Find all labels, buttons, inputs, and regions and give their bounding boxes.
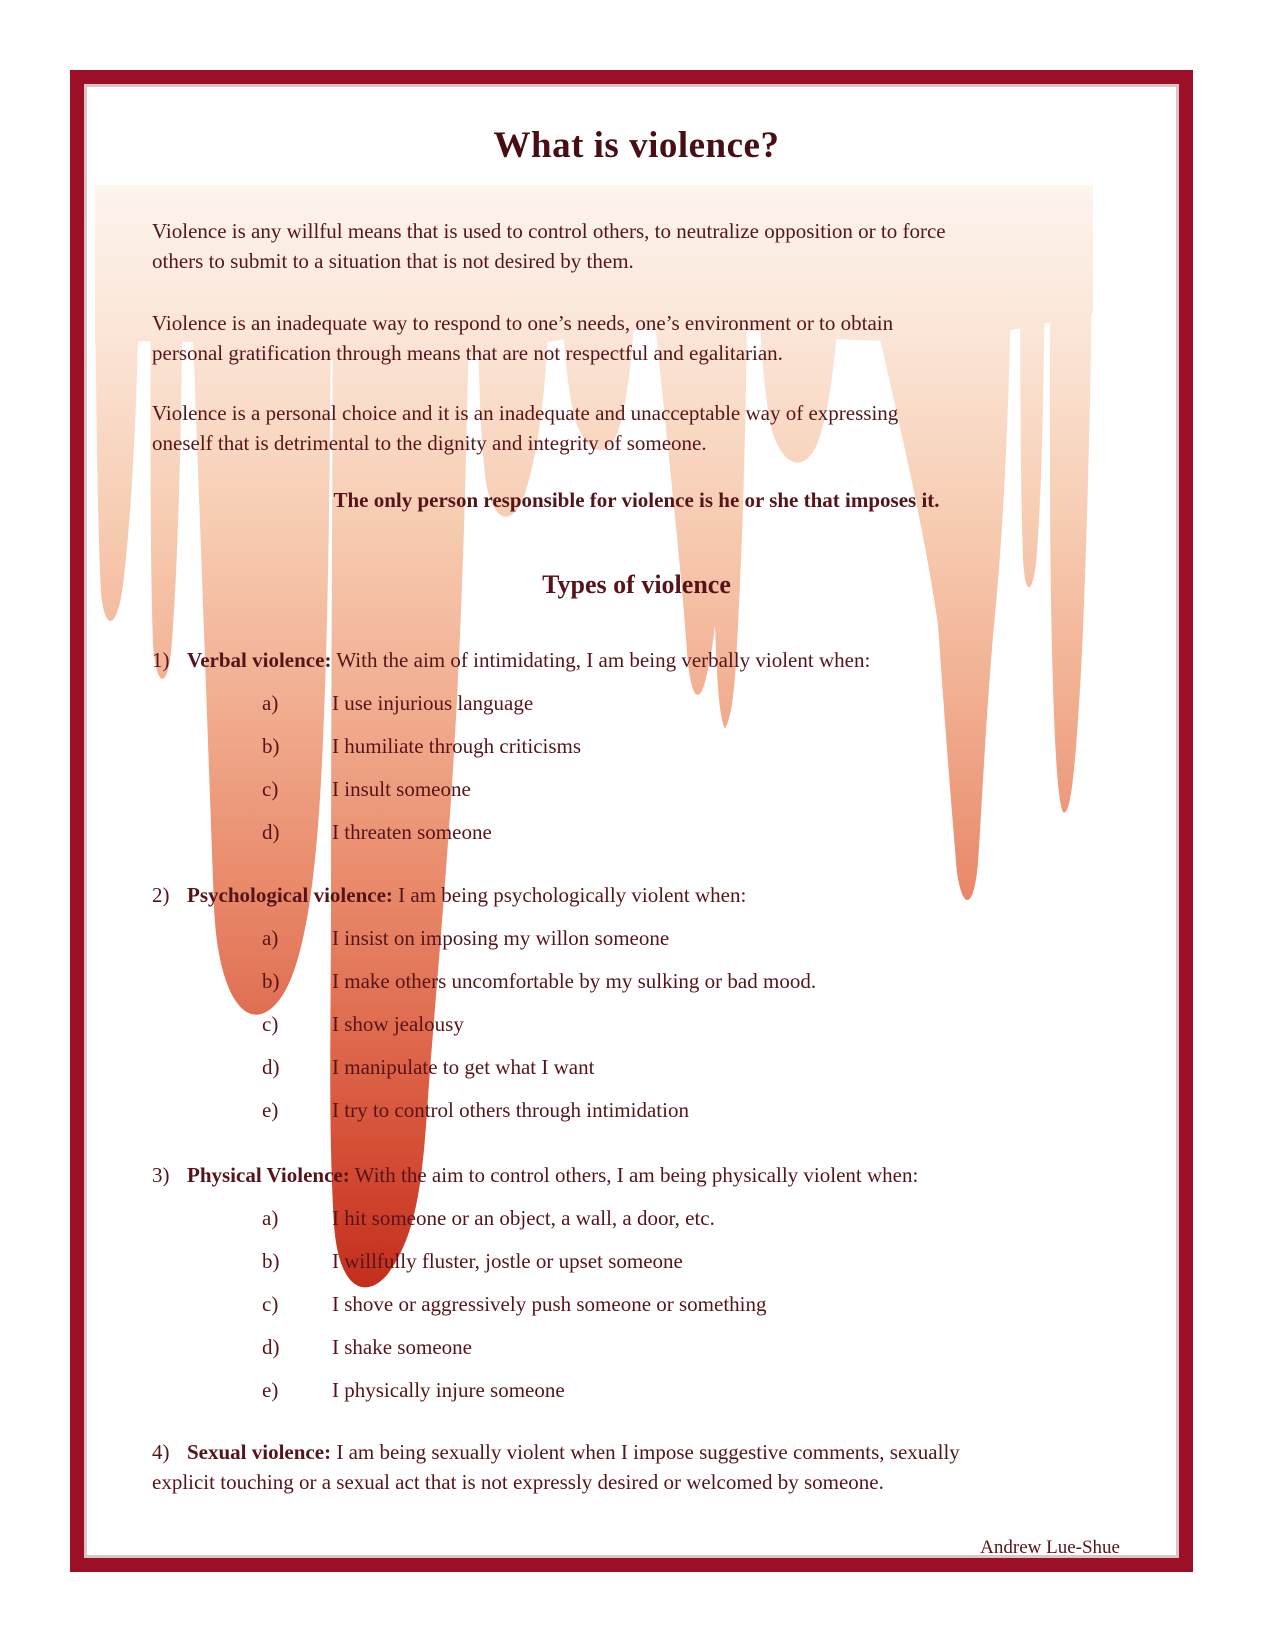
item-letter: a) (262, 926, 279, 950)
item-text: I shove or aggressively push someone or something (332, 1292, 767, 1316)
type-lead: I am being psychologically violent when: (398, 883, 747, 907)
item-letter: c) (262, 1012, 279, 1036)
item-text: I threaten someone (332, 820, 492, 844)
list-item (262, 1095, 1112, 1125)
item-letter: a) (262, 691, 279, 715)
list-item (262, 1289, 1112, 1319)
type-number: 3) (152, 1163, 170, 1187)
item-text: I physically injure someone (332, 1378, 565, 1402)
item-letter: c) (262, 1292, 279, 1316)
type-lead-continued: explicit touching or a sexual act that is not expressly desired or welcomed by someone. (152, 1470, 884, 1494)
paragraph-line: others to submit to a situation that is not desired by them. (152, 249, 634, 273)
type-label: Physical Violence: (187, 1163, 350, 1187)
type-header-psychological (152, 880, 1112, 910)
item-letter: e) (262, 1098, 279, 1122)
list-item (262, 774, 1112, 804)
item-letter: c) (262, 777, 279, 801)
type-label: Sexual violence: (187, 1440, 332, 1464)
list-item (262, 966, 1112, 996)
type-number: 4) (152, 1440, 170, 1464)
author-credit: Andrew Lue-Shue (980, 1537, 1120, 1558)
list-item (262, 1246, 1112, 1276)
intro-paragraph-3 (152, 398, 1082, 458)
list-item (262, 1332, 1112, 1362)
list-item (262, 688, 1112, 718)
list-item (262, 1009, 1112, 1039)
type-label: Verbal violence: (187, 648, 332, 672)
list-item (262, 731, 1112, 761)
type-number: 2) (152, 883, 170, 907)
item-letter: b) (262, 969, 280, 993)
item-letter: b) (262, 1249, 280, 1273)
list-item (262, 1052, 1112, 1082)
type-number: 1) (152, 648, 170, 672)
item-text: I humiliate through criticisms (332, 734, 582, 758)
item-text: I shake someone (332, 1335, 472, 1359)
list-item (262, 817, 1112, 847)
item-letter: e) (262, 1378, 279, 1402)
item-text: I make others uncomfortable by my sulking or bad mood. (332, 969, 817, 993)
item-letter: d) (262, 820, 280, 844)
type-lead: I am being sexually violent when I impose suggestive comments, sexually (336, 1440, 960, 1464)
responsibility-statement: The only person responsible for violence is he or she that imposes it. (333, 488, 940, 512)
item-text: I use injurious language (332, 691, 534, 715)
paragraph-line: oneself that is detrimental to the dignity and integrity of someone. (152, 431, 707, 455)
item-letter: a) (262, 1206, 279, 1230)
intro-paragraph-1 (152, 216, 1082, 276)
type-header-sexual (152, 1437, 1112, 1467)
item-text: I insult someone (332, 777, 471, 801)
paragraph-line: Violence is an inadequate way to respond to one’s needs, one’s environment or to obtain (152, 311, 894, 335)
paragraph-line: Violence is any willful means that is used to control others, to neutralize opposition or to force (152, 219, 946, 243)
item-text: I show jealousy (332, 1012, 464, 1036)
item-letter: b) (262, 734, 280, 758)
item-letter: d) (262, 1055, 280, 1079)
list-item (262, 1203, 1112, 1233)
item-text: I manipulate to get what I want (332, 1055, 595, 1079)
paragraph-line: personal gratification through means that are not respectful and egalitarian. (152, 341, 783, 365)
type-label: Psychological violence: (187, 883, 393, 907)
item-text: I hit someone or an object, a wall, a door, etc. (332, 1206, 715, 1230)
list-item (262, 1375, 1112, 1405)
item-letter: d) (262, 1335, 280, 1359)
item-text: I willfully fluster, jostle or upset someone (332, 1249, 683, 1273)
page-title: What is violence? (493, 125, 780, 166)
type-header-physical (152, 1160, 1112, 1190)
type-lead: With the aim of intimidating, I am being verbally violent when: (336, 648, 871, 672)
intro-paragraph-2 (152, 308, 1082, 368)
item-text: I try to control others through intimidation (332, 1098, 689, 1122)
type-header-verbal (152, 645, 1112, 675)
item-text: I insist on imposing my willon someone (332, 926, 670, 950)
paragraph-line: Violence is a personal choice and it is an inadequate and unacceptable way of expressing (152, 401, 899, 425)
type-lead: With the aim to control others, I am being physically violent when: (354, 1163, 919, 1187)
section-heading: Types of violence (542, 570, 731, 599)
list-item (262, 923, 1112, 953)
